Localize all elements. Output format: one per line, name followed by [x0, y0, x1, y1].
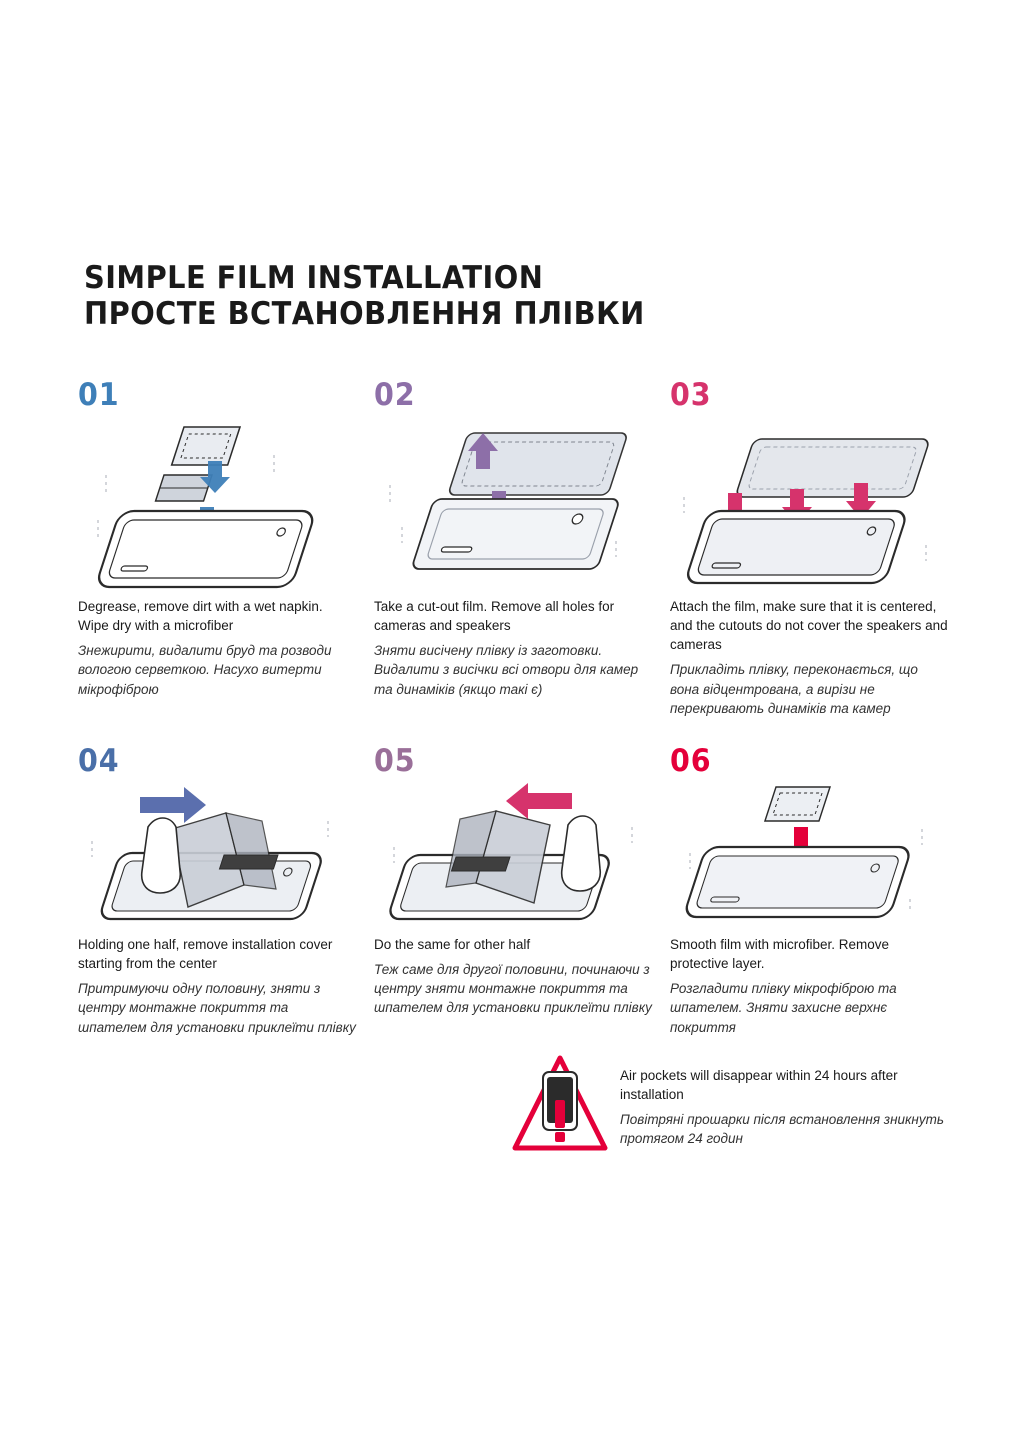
steps-row-1: [76, 377, 966, 718]
step-caption-ua-04: Притримуючи одну половину, зняти з центру монтажне покриття та шпателем для установки приклеїти плівку: [78, 981, 356, 1035]
warning-text-ua: Повітряні прошарки після встановлення зникнуть протягом 24 годин: [620, 1112, 944, 1147]
step-card-03: [668, 377, 956, 718]
step-caption-en-06: Smooth film with microfiber. Remove protective layer.: [670, 936, 890, 972]
step-caption-ua-03: Прикладіть плівку, переконається, що вона відцентрована, а вирізи не перекривають динаміків та камер: [670, 662, 918, 716]
step-caption-ua-05: Теж саме для другої половини, починаючи з центру зняти монтажне покриття та шпателем для установки приклеїти плівку: [374, 962, 652, 1016]
step-caption-en-02: Take a cut-out film. Remove all holes for cameras and speakers: [374, 599, 615, 634]
step-number-05: 05: [374, 742, 416, 779]
step-illustration-04: [76, 781, 364, 931]
step-card-05: [372, 742, 660, 1037]
step-number-01: 01: [78, 377, 120, 413]
step-number-03: 03: [670, 377, 712, 413]
step-illustration-01: [76, 415, 364, 593]
step-card-02: [372, 377, 660, 718]
page-header: [84, 262, 884, 332]
step-caption-en-01: Degrease, remove dirt with a wet napkin. Wipe dry with a microfiber: [78, 599, 323, 634]
steps-grid: [76, 377, 966, 1037]
step-card-04: [76, 742, 364, 1037]
step-number-02: 02: [374, 377, 416, 413]
step-caption-ua-06: Розгладити плівку мікрофіброю та шпателем. Зняти захисне верхнє покриття: [670, 981, 897, 1035]
step-caption-ua-01: Знежирити, видалити бруд та розводи вологою серветкою. Насухо витерти мікрофіброю: [78, 643, 332, 697]
warning-text-en: Air pockets will disappear within 24 hours after installation: [620, 1068, 898, 1103]
step-illustration-05: [372, 781, 660, 931]
step-illustration-06: [668, 781, 956, 931]
step-caption-en-03: Attach the film, make sure that it is centered, and the cutouts do not cover the speakers and cameras: [670, 599, 948, 653]
warning-triangle-icon: [512, 1052, 608, 1156]
step-illustration-03: [668, 415, 956, 593]
step-illustration-02: [372, 415, 660, 593]
steps-row-2: [76, 742, 966, 1037]
step-caption-ua-02: Зняти висічену плівку із заготовки. Видалити з висічки всі отвори для камер та динаміків (якщо такі є): [374, 643, 639, 697]
step-card-01: [76, 377, 364, 718]
step-caption-en-05: Do the same for other half: [374, 936, 531, 952]
step-card-06: [668, 742, 956, 1037]
step-number-04: 04: [78, 742, 120, 779]
page-title-ua: ПРОСТЕ ВСТАНОВЛЕННЯ ПЛІВКИ: [84, 295, 645, 332]
page-title-en: SIMPLE FILM INSTALLATION: [84, 260, 544, 296]
step-caption-en-04: Holding one half, remove installation cover starting from the center: [78, 936, 333, 972]
step-number-06: 06: [670, 742, 712, 779]
warning-text: [620, 1052, 965, 1149]
warning-block: [512, 1052, 982, 1156]
